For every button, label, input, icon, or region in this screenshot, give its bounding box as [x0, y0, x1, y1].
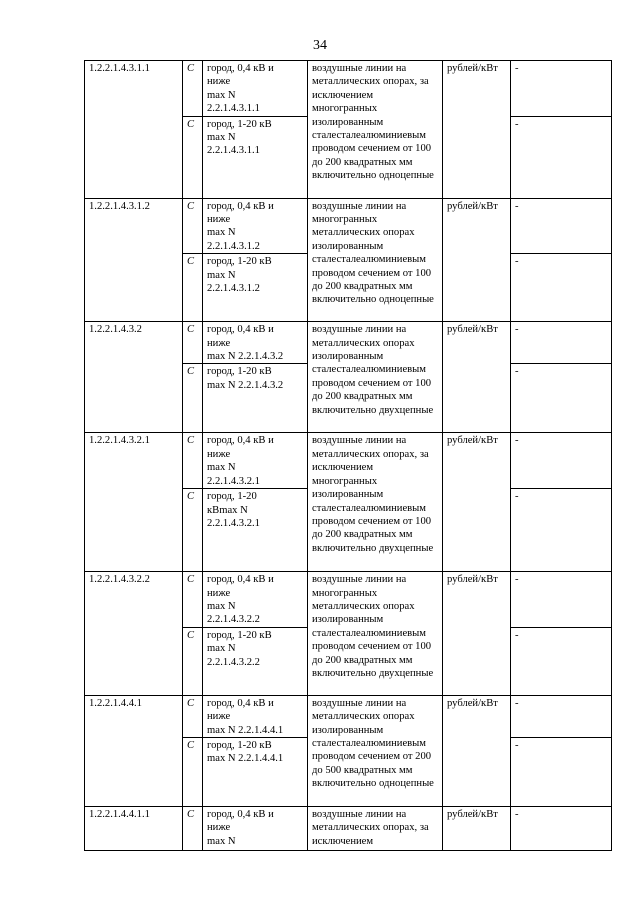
line-description-cell: воздушные линии на металлических опорах, за исключением: [308, 806, 443, 850]
category-cell: С: [183, 489, 203, 572]
line-description-cell: воздушные линии на металлических опорах, за исключением многогранных изолированным сталесталеалюминиевым проводом сечением от 100 до 200 квадратных мм включительно одноцепные: [308, 61, 443, 199]
rate-value-cell: -: [511, 254, 612, 322]
unit-cell: рублей/кВт: [443, 806, 511, 850]
rate-value-cell: -: [511, 695, 612, 737]
table-row: [85, 322, 612, 364]
voltage-level-cell: город, 0,4 кВ и ниже max N 2.2.1.4.3.2.1: [203, 433, 308, 489]
table-row: [85, 806, 612, 850]
voltage-level-cell: город, 1-20 кВmax N 2.2.1.4.3.2.1: [203, 489, 308, 572]
voltage-level-cell: город, 0,4 кВ и ниже max N 2.2.1.4.3.1.1: [203, 61, 308, 117]
item-code-cell: 1.2.2.1.4.3.2.1: [85, 433, 183, 572]
rate-value-cell: -: [511, 116, 612, 198]
rate-value-cell: -: [511, 61, 612, 117]
voltage-level-cell: город, 1-20 кВ max N 2.2.1.4.4.1: [203, 737, 308, 806]
item-code-cell: 1.2.2.1.4.3.1.2: [85, 198, 183, 322]
category-cell: С: [183, 572, 203, 628]
category-cell: С: [183, 737, 203, 806]
category-cell: С: [183, 116, 203, 198]
line-description-cell: воздушные линии на многогранных металлических опорах изолированным сталесталеалюминиевым проводом сечением от 100 до 200 квадратных мм включительно двухцепные: [308, 572, 443, 696]
unit-cell: рублей/кВт: [443, 695, 511, 806]
rate-value-cell: -: [511, 198, 612, 254]
category-cell: С: [183, 433, 203, 489]
category-cell: С: [183, 254, 203, 322]
line-description-cell: воздушные линии на металлических опорах изолированным сталесталеалюминиевым проводом сечением от 100 до 200 квадратных мм включительно двухцепные: [308, 322, 443, 433]
category-cell: С: [183, 627, 203, 695]
voltage-level-cell: город, 1-20 кВ max N 2.2.1.4.3.1.2: [203, 254, 308, 322]
voltage-level-cell: город, 0,4 кВ и ниже max N: [203, 806, 308, 850]
item-code-cell: 1.2.2.1.4.3.1.1: [85, 61, 183, 199]
unit-cell: рублей/кВт: [443, 61, 511, 199]
unit-cell: рублей/кВт: [443, 198, 511, 322]
voltage-level-cell: город, 0,4 кВ и ниже max N 2.2.1.4.4.1: [203, 695, 308, 737]
voltage-level-cell: город, 0,4 кВ и ниже max N 2.2.1.4.3.2: [203, 322, 308, 364]
table-row: [85, 572, 612, 628]
rate-value-cell: -: [511, 433, 612, 489]
unit-cell: рублей/кВт: [443, 433, 511, 572]
table-row: [85, 61, 612, 117]
category-cell: С: [183, 322, 203, 364]
rate-value-cell: -: [511, 806, 612, 850]
item-code-cell: 1.2.2.1.4.3.2.2: [85, 572, 183, 696]
unit-cell: рублей/кВт: [443, 572, 511, 696]
rate-value-cell: -: [511, 364, 612, 433]
item-code-cell: 1.2.2.1.4.4.1: [85, 695, 183, 806]
page-number: 34: [313, 38, 327, 53]
rate-value-cell: -: [511, 572, 612, 628]
category-cell: С: [183, 695, 203, 737]
line-description-cell: воздушные линии на многогранных металлических опорах изолированным сталесталеалюминиевым проводом сечением от 100 до 200 квадратных мм включительно одноцепные: [308, 198, 443, 322]
voltage-level-cell: город, 1-20 кВ max N 2.2.1.4.3.1.1: [203, 116, 308, 198]
line-description-cell: воздушные линии на металлических опорах изолированным сталесталеалюминиевым проводом сечением от 200 до 500 квадратных мм включительно одноцепные: [308, 695, 443, 806]
voltage-level-cell: город, 0,4 кВ и ниже max N 2.2.1.4.3.1.2: [203, 198, 308, 254]
unit-cell: рублей/кВт: [443, 322, 511, 433]
category-cell: С: [183, 61, 203, 117]
item-code-cell: 1.2.2.1.4.3.2: [85, 322, 183, 433]
category-cell: С: [183, 364, 203, 433]
category-cell: С: [183, 198, 203, 254]
table-row: [85, 433, 612, 489]
rate-value-cell: -: [511, 627, 612, 695]
category-cell: С: [183, 806, 203, 850]
item-code-cell: 1.2.2.1.4.4.1.1: [85, 806, 183, 850]
rate-value-cell: -: [511, 322, 612, 364]
table-row: [85, 695, 612, 737]
voltage-level-cell: город, 1-20 кВ max N 2.2.1.4.3.2: [203, 364, 308, 433]
rate-value-cell: -: [511, 737, 612, 806]
voltage-level-cell: город, 0,4 кВ и ниже max N 2.2.1.4.3.2.2: [203, 572, 308, 628]
table-row: [85, 198, 612, 254]
tariff-table: [84, 60, 612, 851]
line-description-cell: воздушные линии на металлических опорах, за исключением многогранных изолированным сталесталеалюминиевым проводом сечением от 100 до 200 квадратных мм включительно двухцепные: [308, 433, 443, 572]
voltage-level-cell: город, 1-20 кВ max N 2.2.1.4.3.2.2: [203, 627, 308, 695]
rate-value-cell: -: [511, 489, 612, 572]
